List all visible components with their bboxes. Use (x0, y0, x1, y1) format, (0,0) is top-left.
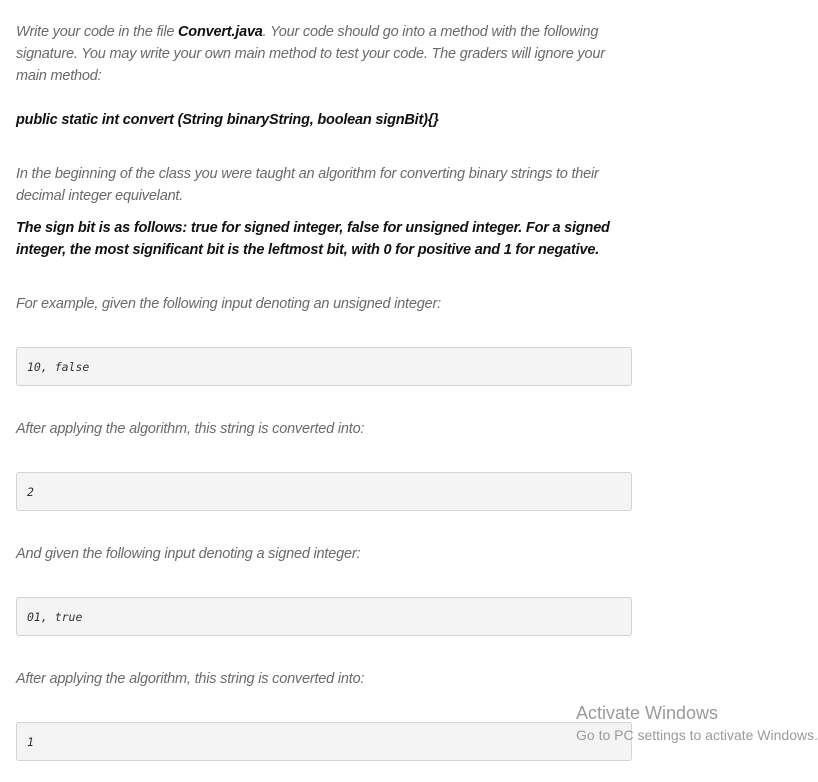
code-block (16, 597, 632, 636)
intro-paragraph (16, 21, 632, 87)
example-caption: And given the following input denoting a signed integer: (16, 546, 361, 562)
code-text: 10, false (27, 359, 90, 374)
code-block (16, 347, 632, 386)
filename: Convert.java (178, 24, 263, 40)
code-block (16, 722, 632, 761)
example-caption: After applying the algorithm, this string is converted into: (16, 671, 365, 687)
watermark-subtitle: Go to PC settings to activate Windows. (576, 727, 818, 743)
method-signature: public static int convert (String binaryString, boolean signBit){} (16, 112, 439, 128)
intro-prefix: Write your code in the file (16, 24, 179, 40)
watermark-title: Activate Windows (576, 703, 719, 723)
example-caption: For example, given the following input denoting an unsigned integer: (16, 296, 441, 312)
sign-bit-paragraph: The sign bit is as follows: true for signed integer, false for unsigned integer. For a signed integer, the most significant bit is the leftmost bit, with 0 for positive and 1 for negative. (16, 220, 610, 258)
example-caption: After applying the algorithm, this string is converted into: (16, 421, 365, 437)
code-text: 2 (27, 484, 34, 499)
intro-suffix: . Your code should go into a method with the following signature. You may write your own main method to test your code. The graders will ignore your main method: (16, 24, 605, 84)
algorithm-paragraph: In the beginning of the class you were taught an algorithm for converting binary strings to their decimal integer equivelant. (16, 166, 599, 204)
code-text: 01, true (27, 609, 83, 624)
code-text: 1 (27, 734, 34, 749)
activate-windows-watermark (576, 702, 818, 745)
code-block (16, 472, 632, 511)
